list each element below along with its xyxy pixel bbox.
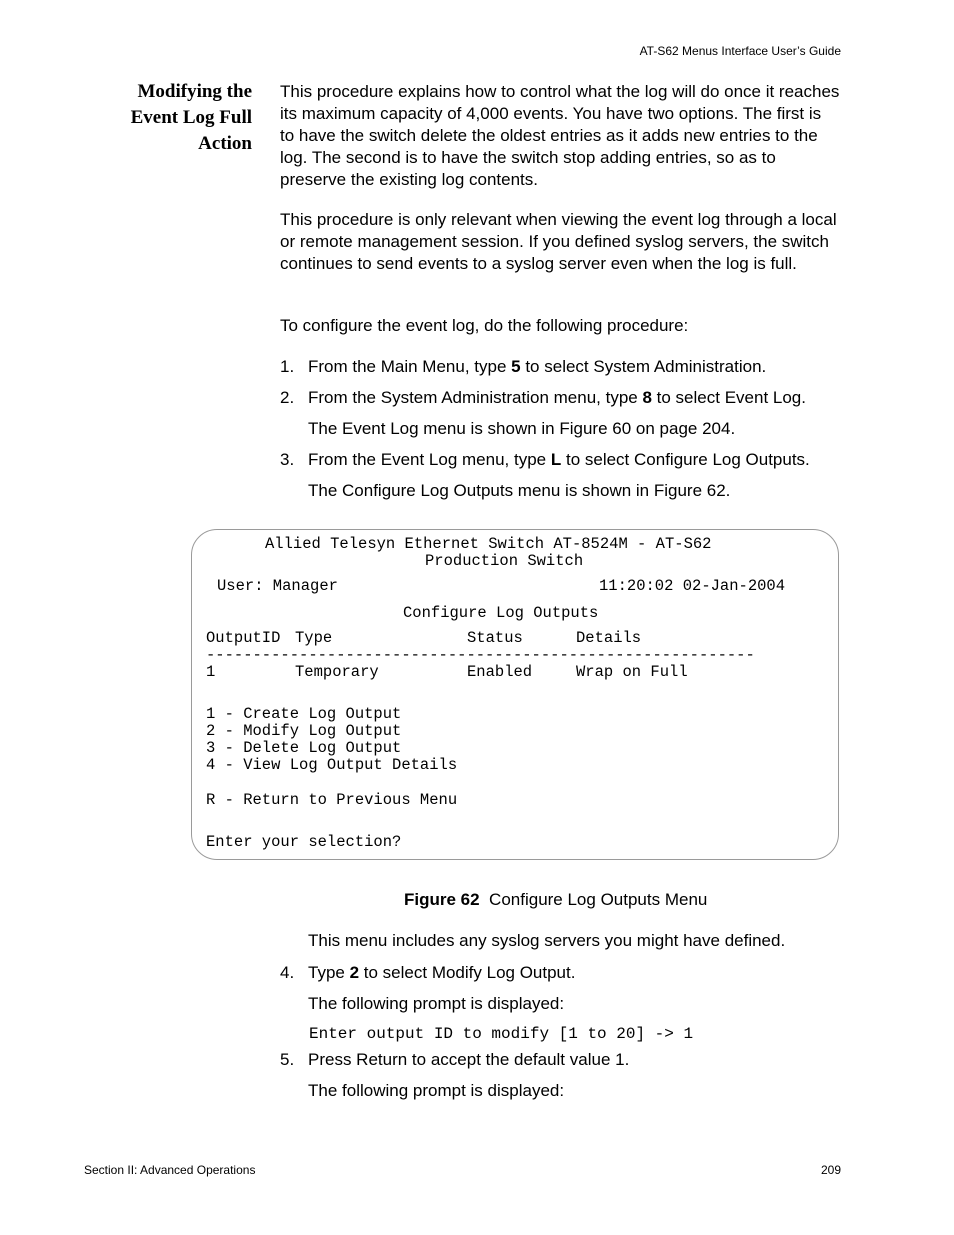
column-header-status: Status — [467, 629, 523, 647]
footer-section: Section II: Advanced Operations — [84, 1163, 256, 1177]
step-number: 2. — [280, 388, 295, 407]
screen-menu-title: Configure Log Outputs — [403, 604, 599, 622]
step-3-note: The Configure Log Outputs menu is shown in Figure 62. — [308, 481, 731, 500]
menu-option-create[interactable]: 1 - Create Log Output — [206, 705, 402, 723]
relevance-paragraph: This procedure is only relevant when viewing the event log through a local or remote management session. If you defined syslog servers, the switch continues to send events to a syslog server even when the log is full. — [280, 210, 837, 273]
step-number: 5. — [280, 1050, 295, 1069]
step-3: 3. From the Event Log menu, type L to select Configure Log Outputs. — [280, 450, 810, 469]
running-header: AT-S62 Menus Interface User’s Guide — [639, 44, 841, 58]
screen-title-line2: Production Switch — [425, 552, 584, 570]
key-highlight: 5 — [511, 357, 521, 376]
column-header-outputid: OutputID — [206, 629, 281, 647]
menu-option-view-details[interactable]: 4 - View Log Output Details — [206, 756, 458, 774]
figure-caption — [404, 890, 707, 910]
figure-title: Configure Log Outputs Menu — [489, 890, 708, 909]
step-2-note: The Event Log menu is shown in Figure 60 on page 204. — [308, 419, 736, 438]
menu-option-modify[interactable]: 2 - Modify Log Output — [206, 722, 402, 740]
step-4: 4. Type 2 to select Modify Log Output. — [280, 963, 576, 982]
step-4-note: The following prompt is displayed: — [308, 994, 565, 1013]
intro-paragraph: This procedure explains how to control what the log will do once it reaches its maximum capacity of 4,000 events. You have two options. The first is to have the switch delete the oldest entries as it adds new entries to the log. The second is to have the switch stop adding entries, so as to preserve the existing log contents. — [280, 82, 840, 189]
selection-prompt[interactable]: Enter your selection? — [206, 833, 402, 851]
screen-datetime: 11:20:02 02-Jan-2004 — [599, 577, 786, 595]
key-highlight: L — [550, 450, 562, 469]
figure-label: Figure 62 — [404, 890, 480, 909]
step-number: 3. — [280, 450, 295, 469]
step-number: 4. — [280, 963, 295, 982]
step-5-note: The following prompt is displayed: — [308, 1081, 565, 1100]
table-row-details: Wrap on Full — [576, 663, 688, 681]
menu-option-delete[interactable]: 3 - Delete Log Output — [206, 739, 402, 757]
menu-option-return[interactable]: R - Return to Previous Menu — [206, 791, 458, 809]
figure-note: This menu includes any syslog servers you might have defined. — [308, 931, 786, 950]
step-1: 1. From the Main Menu, type 5 to select System Administration. — [280, 357, 767, 376]
table-row-status: Enabled — [467, 663, 533, 681]
page-number: 209 — [820, 1163, 841, 1177]
table-row-type: Temporary — [295, 663, 379, 681]
step-number: 1. — [280, 357, 295, 376]
screen-user: User: Manager — [217, 577, 338, 595]
table-row-id: 1 — [206, 663, 216, 681]
terminal-screen-figure — [191, 529, 839, 860]
column-header-details: Details — [576, 629, 642, 647]
screen-title-line1: Allied Telesyn Ethernet Switch AT-8524M - AT-S62 — [265, 535, 712, 553]
output-id-prompt: Enter output ID to modify [1 to 20] -> 1 — [309, 1025, 694, 1043]
table-separator: ----------------------------------------------------------- — [206, 646, 755, 664]
procedure-intro: To configure the event log, do the following procedure: — [280, 316, 689, 335]
step-5: 5. Press Return to accept the default value 1. — [280, 1050, 630, 1069]
key-highlight: 2 — [349, 963, 360, 982]
section-heading: Modifying the Event Log Full Action — [130, 81, 252, 154]
step-2: 2. From the System Administration menu, type 8 to select Event Log. — [280, 388, 806, 407]
key-highlight: 8 — [642, 388, 652, 407]
column-header-type: Type — [295, 629, 333, 647]
